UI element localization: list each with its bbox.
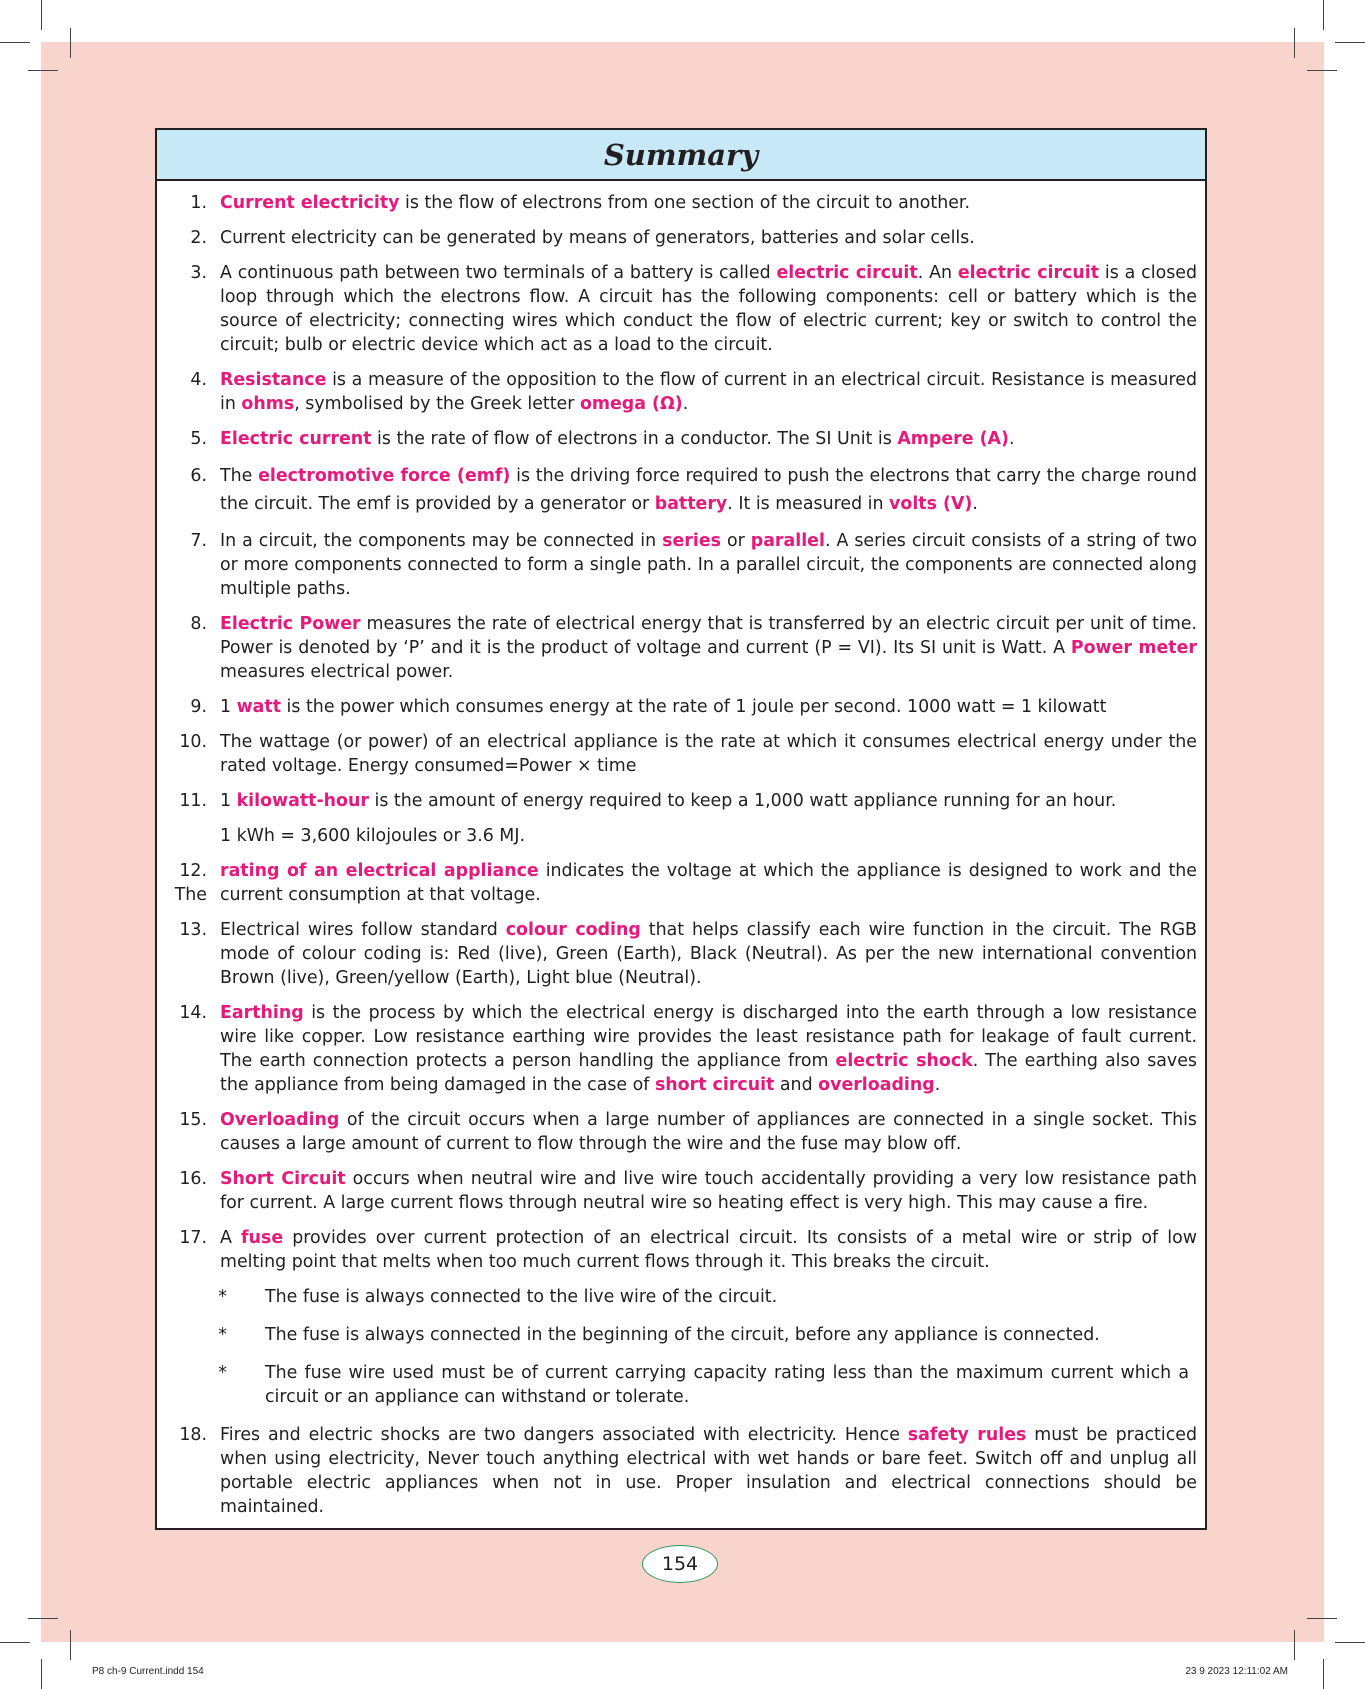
summary-item [157, 1167, 1197, 1215]
keyword: colour coding [505, 920, 641, 940]
keyword: Electric Power [220, 614, 361, 634]
item-text [220, 191, 1197, 215]
summary-item [157, 261, 1197, 357]
keyword: battery [654, 494, 728, 514]
bullet-text: The fuse is always connected in the beginning of the circuit, before any appliance is connected. [265, 1325, 1100, 1345]
text-run: 1 [220, 697, 237, 717]
crop-mark [0, 42, 30, 43]
text-run: is the amount of energy required to keep a 1,000 watt appliance running for an hour. [368, 791, 1117, 811]
keyword: safety rules [907, 1425, 1027, 1445]
summary-item [157, 859, 1197, 907]
summary-item [157, 695, 1197, 719]
keyword: fuse [241, 1228, 284, 1248]
item-number: 1. [190, 193, 207, 213]
text-run: A continuous path between two terminals of a battery is called [220, 263, 777, 283]
crop-mark [70, 28, 71, 58]
summary-box [155, 128, 1207, 1530]
keyword: kilowatt-hour [236, 791, 369, 811]
keyword: electric circuit [957, 263, 1100, 283]
crop-mark [41, 0, 42, 30]
summary-item [157, 789, 1197, 813]
bullet-item [157, 1285, 1189, 1309]
text-run: is a closed loop through which the electrons flow. A circuit has the following components: cell or battery which is the source of electricity; connecting wires which conduct the flow of electric current; key or switch to control the circuit; bulb or electric device which act as a load to the circuit. [220, 263, 1198, 355]
crop-mark [1323, 0, 1324, 30]
text-run: that helps classify each wire function in the circuit. The RGB mode of colour coding is: Red (live), Green (Earth), Black (Neutral). As per the new international convention Brown (live), Green/yellow (Earth), Light blue (Neutral). [220, 920, 1197, 988]
bullet-item [157, 1361, 1189, 1409]
item-text [220, 1167, 1197, 1215]
fuse-bullet-list [157, 1285, 1197, 1409]
bullet-list [157, 1285, 1197, 1409]
item-number: 2. [190, 228, 207, 248]
item-number: 5. [190, 429, 207, 449]
crop-mark [1294, 1630, 1295, 1660]
asterisk-bullet-icon: * [218, 1325, 227, 1345]
summary-item [157, 427, 1197, 451]
item-number: 14. [179, 1003, 207, 1023]
crop-mark [0, 1642, 30, 1643]
keyword: electromotive force (emf) [258, 466, 511, 486]
crop-mark [41, 1659, 42, 1689]
text-run: . The earthing also saves the appliance from being damaged in the case of [220, 1051, 1197, 1095]
item-number: 12. The [174, 861, 207, 905]
keyword: Ampere (A) [897, 429, 1009, 449]
text-run: Current electricity can be generated by means of generators, batteries and solar cells. [220, 228, 975, 248]
item-number: 11. [179, 791, 207, 811]
text-run: is the power which consumes energy at the rate of 1 joule per second. 1000 watt = 1 kilowatt [281, 697, 1107, 717]
item-text [220, 529, 1197, 601]
asterisk-bullet-icon: * [218, 1287, 227, 1307]
item-text [220, 695, 1197, 719]
item-text [220, 226, 1197, 250]
keyword: parallel [750, 531, 825, 551]
item-text [220, 918, 1197, 990]
footer-timestamp-slug: 23 9 2023 12:11:02 AM [1185, 1666, 1288, 1677]
text-run: . [682, 394, 689, 414]
crop-mark [70, 1630, 71, 1660]
item-number: 4. [190, 370, 207, 390]
summary-item [157, 612, 1197, 684]
keyword: Power meter [1070, 638, 1197, 658]
text-run: is the process by which the electrical energy is discharged into the earth through a low resistance wire like copper. Low resistance earthing wire provides the least resistance path for leakage of fault current. The earth connection protects a person handling the appliance from [220, 1003, 1197, 1071]
bullet-text: The fuse is always connected to the live wire of the circuit. [265, 1287, 778, 1307]
item-number: 8. [190, 614, 207, 634]
keyword: Earthing [220, 1003, 304, 1023]
keyword: electric circuit [776, 263, 918, 283]
text-run: is the rate of flow of electrons in a conductor. The SI Unit is [371, 429, 898, 449]
item-number: 18. [179, 1425, 207, 1445]
text-run: . An [917, 263, 958, 283]
crop-mark [28, 1618, 58, 1619]
summary-item [157, 1226, 1197, 1274]
keyword: Overloading [220, 1110, 340, 1130]
keyword: ohms [241, 394, 295, 414]
item-text [220, 462, 1197, 518]
text-run: of the circuit occurs when a large number of appliances are connected in a single socket. This causes a large amount of current to flow through the wire and the fuse may blow off. [220, 1110, 1197, 1154]
text-run: and [774, 1075, 819, 1095]
item-text [220, 1226, 1197, 1274]
text-run: is the driving force required to push the electrons that carry the charge round the circuit. The emf is provided by a generator or [220, 466, 1197, 514]
text-run: Fires and electric shocks are two dangers associated with electricity. Hence [220, 1425, 908, 1445]
text-run: The wattage (or power) of an electrical appliance is the rate at which it consumes electrical energy under the rated voltage. Energy consumed=Power × time [220, 732, 1197, 776]
summary-item [157, 226, 1197, 250]
summary-item [157, 918, 1197, 990]
text-run: measures the rate of electrical energy that is transferred by an electric circuit per unit of time. Power is denoted by ‘P’ and it is the product of voltage and current (P = VI). Its SI unit is Watt. A [220, 614, 1197, 658]
item-number: 3. [190, 263, 207, 283]
page-number: 154 [642, 1545, 718, 1583]
keyword: volts (V) [889, 494, 973, 514]
item-text [220, 368, 1197, 416]
keyword: Electric current [220, 429, 372, 449]
item-extra-line: 1 kWh = 3,600 kilojoules or 3.6 MJ. [220, 826, 525, 846]
crop-mark [1323, 1659, 1324, 1689]
crop-mark [1307, 70, 1337, 71]
text-run: . It is measured in [727, 494, 890, 514]
text-run: . A series circuit consists of a string of two or more components connected to form a single path. In a parallel circuit, the components are connected along multiple paths. [220, 531, 1197, 599]
summary-item [157, 529, 1197, 601]
summary-title: Summary [603, 137, 759, 172]
summary-item [157, 368, 1197, 416]
text-run: is the flow of electrons from one section of the circuit to another. [399, 193, 971, 213]
keyword: Current electricity [220, 193, 400, 213]
item-number: 17. [179, 1228, 207, 1248]
text-run: The [220, 466, 259, 486]
item-text [220, 427, 1197, 451]
text-run: . [934, 1075, 941, 1095]
keyword: watt [236, 697, 282, 717]
item-text [220, 789, 1197, 813]
keyword: rating of an electrical appliance [220, 861, 539, 881]
item-number: 16. [179, 1169, 207, 1189]
summary-header [157, 130, 1205, 181]
item-number: 13. [179, 920, 207, 940]
bullet-item [157, 1323, 1189, 1347]
item-number: 9. [190, 697, 207, 717]
item-text [220, 261, 1197, 357]
summary-list [157, 181, 1205, 1519]
keyword: series [662, 531, 721, 551]
crop-mark [1294, 28, 1295, 58]
keyword: short circuit [654, 1075, 775, 1095]
asterisk-bullet-icon: * [218, 1363, 227, 1383]
item-number: 6. [190, 466, 207, 486]
summary-item [157, 730, 1197, 778]
crop-mark [1335, 1642, 1365, 1643]
footer-file-slug: P8 ch-9 Current.indd 154 [92, 1666, 204, 1677]
text-run: provides over current protection of an electrical circuit. Its consists of a metal wire or strip of low melting point that melts when too much current flows through it. This breaks the circuit. [220, 1228, 1197, 1272]
text-run: In a circuit, the components may be connected in [220, 531, 663, 551]
keyword: electric shock [835, 1051, 973, 1071]
bullet-text: The fuse wire used must be of current carrying capacity rating less than the maximum current which a circuit or an appliance can withstand or tolerate. [265, 1363, 1189, 1407]
summary-item [157, 1423, 1197, 1519]
summary-item [157, 1001, 1197, 1097]
crop-mark [28, 70, 58, 71]
keyword: omega (Ω) [579, 394, 683, 414]
keyword: overloading [818, 1075, 935, 1095]
text-run: must be practiced when using electricity, Never touch anything electrical with wet hands or bare feet. Switch off and unplug all portable electric appliances when not in use. Proper insulation and electrical connections should be maintained. [220, 1425, 1198, 1517]
item-text [220, 1108, 1197, 1156]
text-run: . [1008, 429, 1015, 449]
item-number: 7. [190, 531, 207, 551]
crop-mark [1335, 42, 1365, 43]
summary-item [157, 191, 1197, 215]
keyword: Short Circuit [220, 1169, 346, 1189]
item-number: 10. [179, 732, 207, 752]
item-text [220, 859, 1197, 907]
text-run: 1 [220, 791, 237, 811]
text-run: or [720, 531, 751, 551]
keyword: Resistance [220, 370, 327, 390]
item-text [220, 1001, 1197, 1097]
item-text [220, 1423, 1197, 1519]
text-run: is a measure of the opposition to the flow of current in an electrical circuit. Resistance is measured in [220, 370, 1197, 414]
item-text [220, 612, 1197, 684]
summary-item [157, 1108, 1197, 1156]
item-text [220, 730, 1197, 778]
item-number: 15. [179, 1110, 207, 1130]
summary-item [157, 462, 1197, 518]
text-run: , symbolised by the Greek letter [294, 394, 580, 414]
crop-mark [1307, 1618, 1337, 1619]
text-run: measures electrical power. [220, 662, 454, 682]
text-run: occurs when neutral wire and live wire touch accidentally providing a very low resistance path for current. A large current flows through neutral wire so heating effect is very high. This may cause a fire. [220, 1169, 1198, 1213]
text-run: indicates the voltage at which the appliance is designed to work and the current consumption at that voltage. [220, 861, 1197, 905]
text-run: . [972, 494, 978, 514]
text-run: Electrical wires follow standard [220, 920, 506, 940]
text-run: A [220, 1228, 242, 1248]
